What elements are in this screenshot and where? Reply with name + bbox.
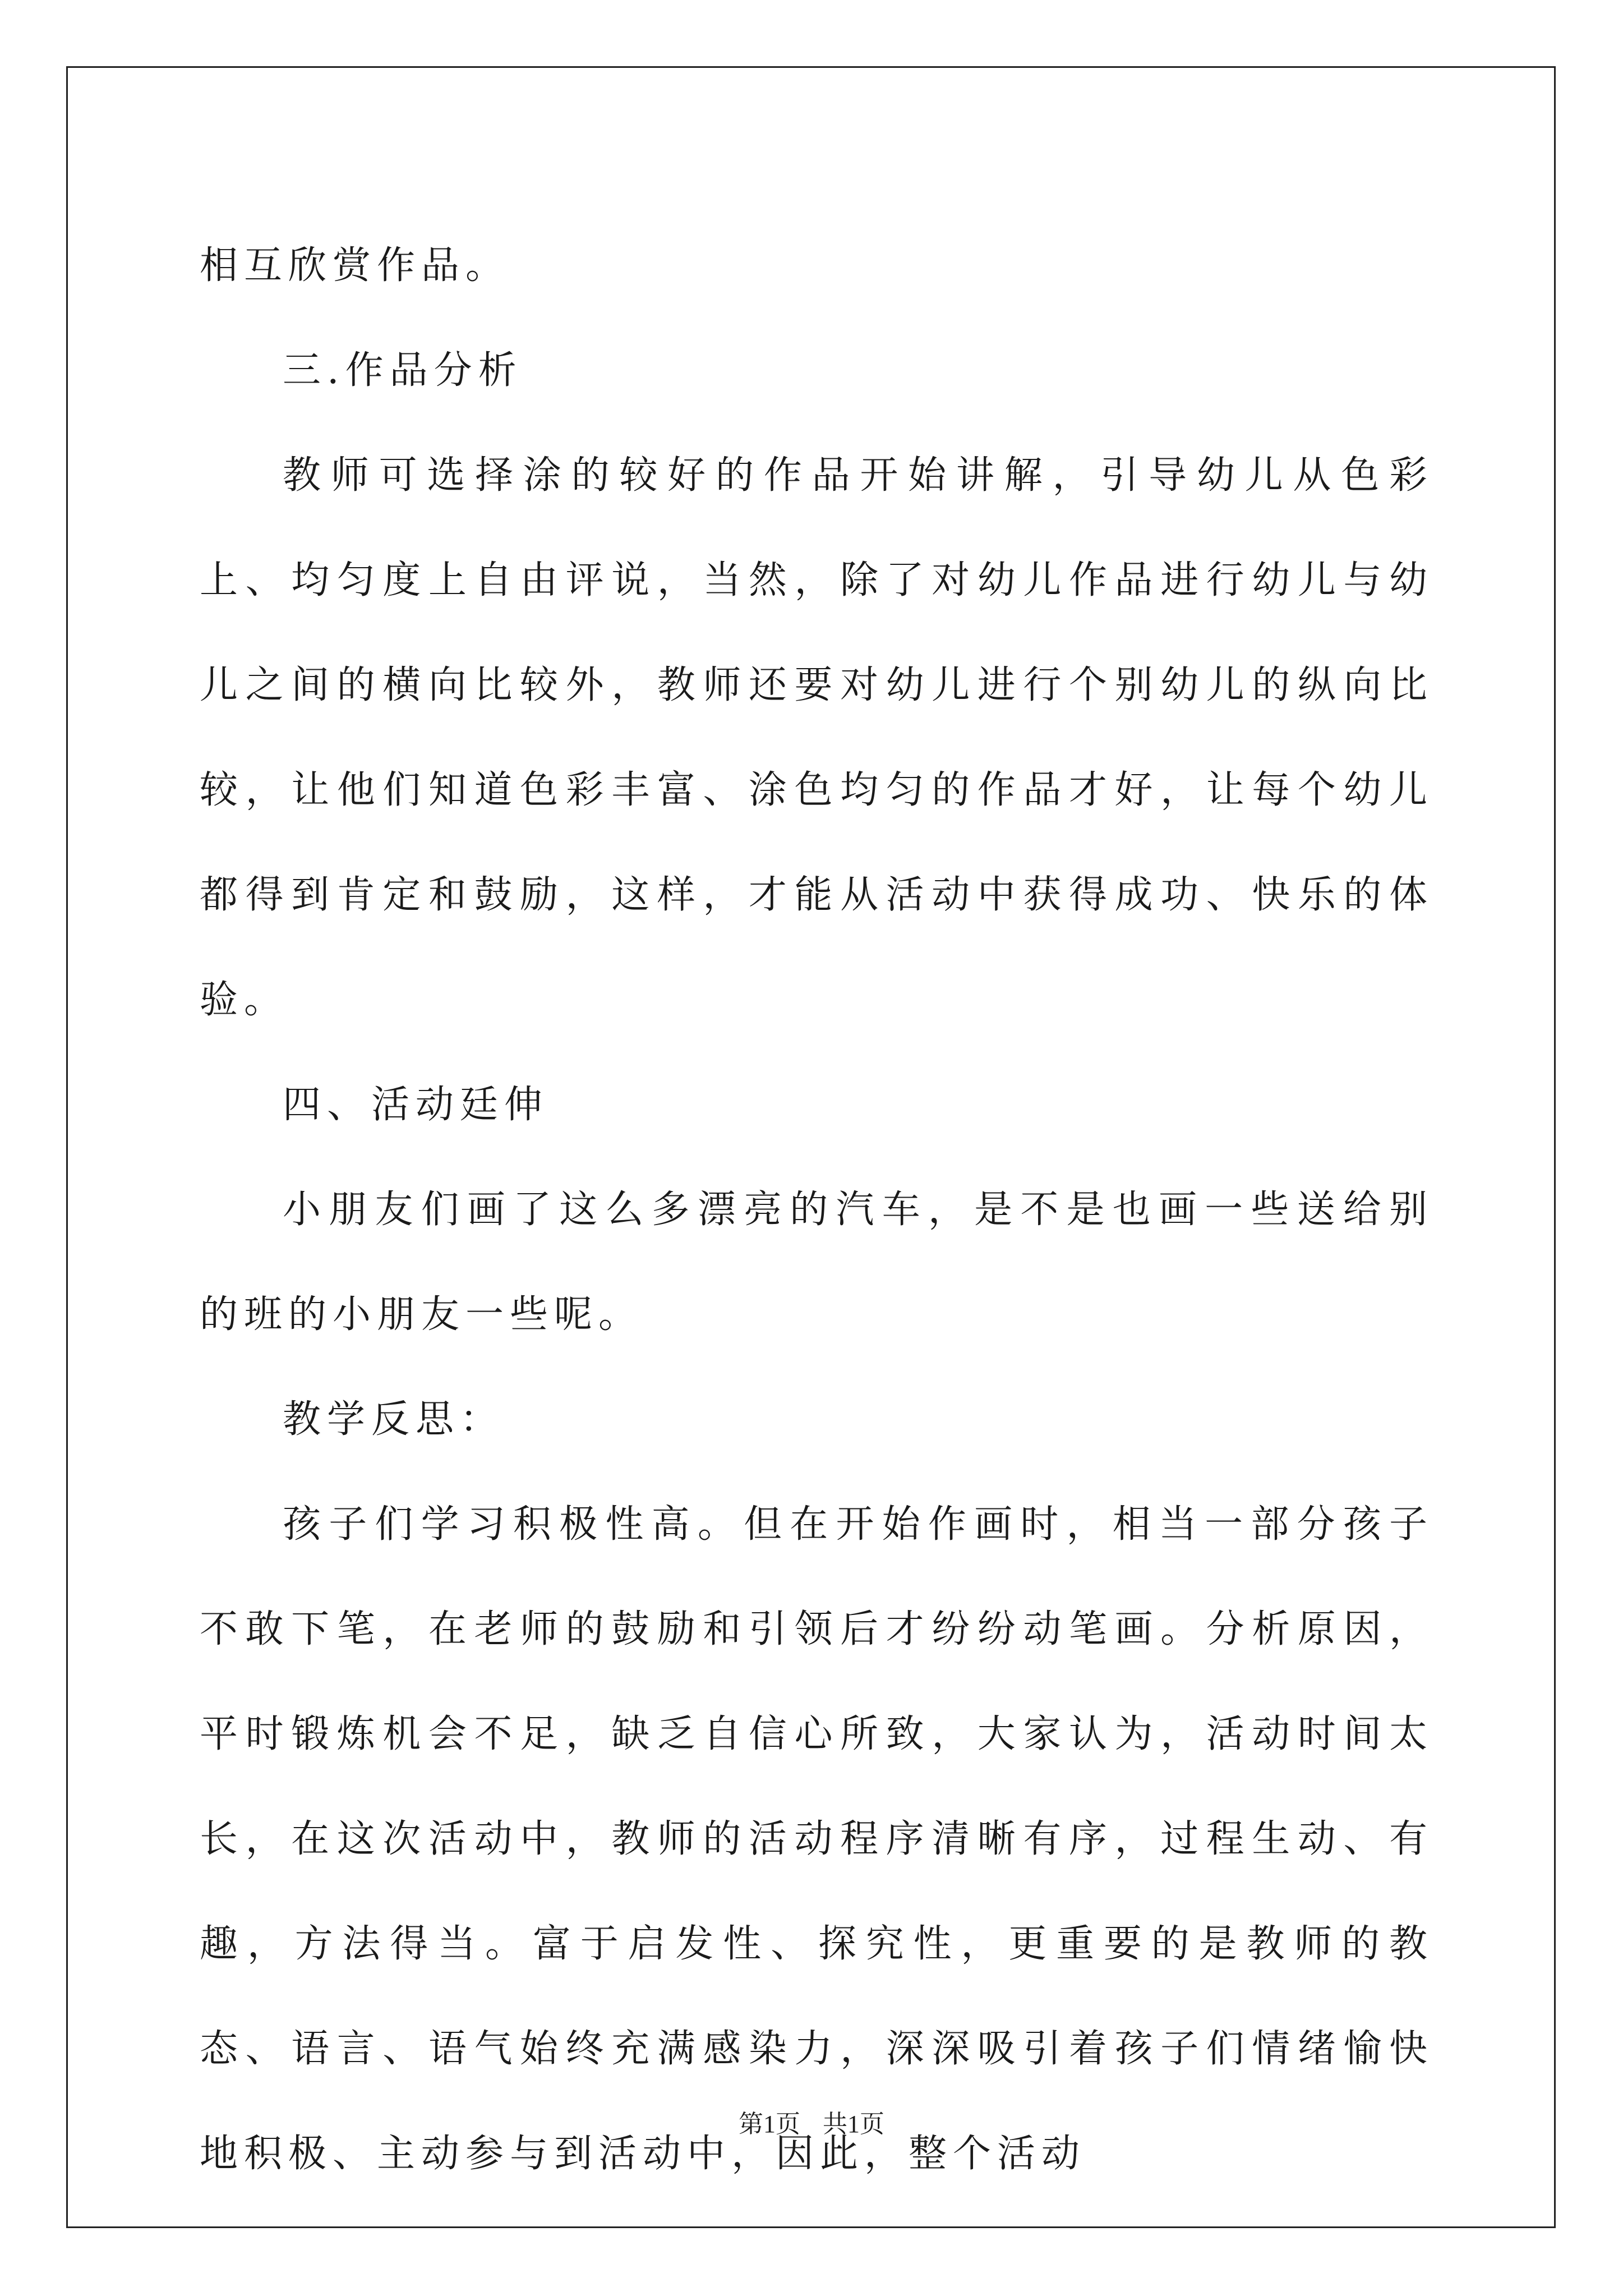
paragraph-extension: 小朋友们画了这么多漂亮的汽车，是不是也画一些送给别的班的小朋友一些呢。 — [200, 1188, 1433, 1337]
page-footer — [0, 2104, 1623, 2139]
document-body — [200, 213, 1433, 2206]
section-heading-reflection: 教学反思： — [283, 1397, 505, 1442]
page-total: 共1页 — [823, 2110, 884, 2138]
paragraph-reflection: 孩子们学习积极性高。但在开始作画时，相当一部分孩子不敢下笔，在老师的鼓励和引领后才纷纷动笔画。分析原因，平时锻炼机会不足，缺乏自信心所致，大家认为，活动时间太长，在这次活动中，教师的活动程序清晰有序，过程生动、有趣，方法得当。富于启发性、探究性，更重要的是教师的教态、语言、语气始终充满感染力，深深吸引着孩子们情绪愉快地积极、主动参与到活动中，因此，整个活动 — [200, 1502, 1433, 2176]
page-number: 第1页 — [739, 2110, 800, 2138]
paragraph-1: 相互欣赏作品。 — [200, 243, 510, 288]
section-heading-analysis: 三.作品分析 — [283, 348, 523, 393]
section-heading-extension: 四、活动廷伸 — [283, 1083, 549, 1127]
paragraph-analysis: 教师可选择涂的较好的作品开始讲解，引导幼儿从色彩上、均匀度上自由评说，当然，除了对幼儿作品进行幼儿与幼儿之间的横向比较外，教师还要对幼儿进行个别幼儿的纵向比较，让他们知道色彩丰富、涂色均匀的作品才好，让每个幼儿都得到肯定和鼓励，这样，才能从活动中获得成功、快乐的体验。 — [200, 453, 1433, 1022]
